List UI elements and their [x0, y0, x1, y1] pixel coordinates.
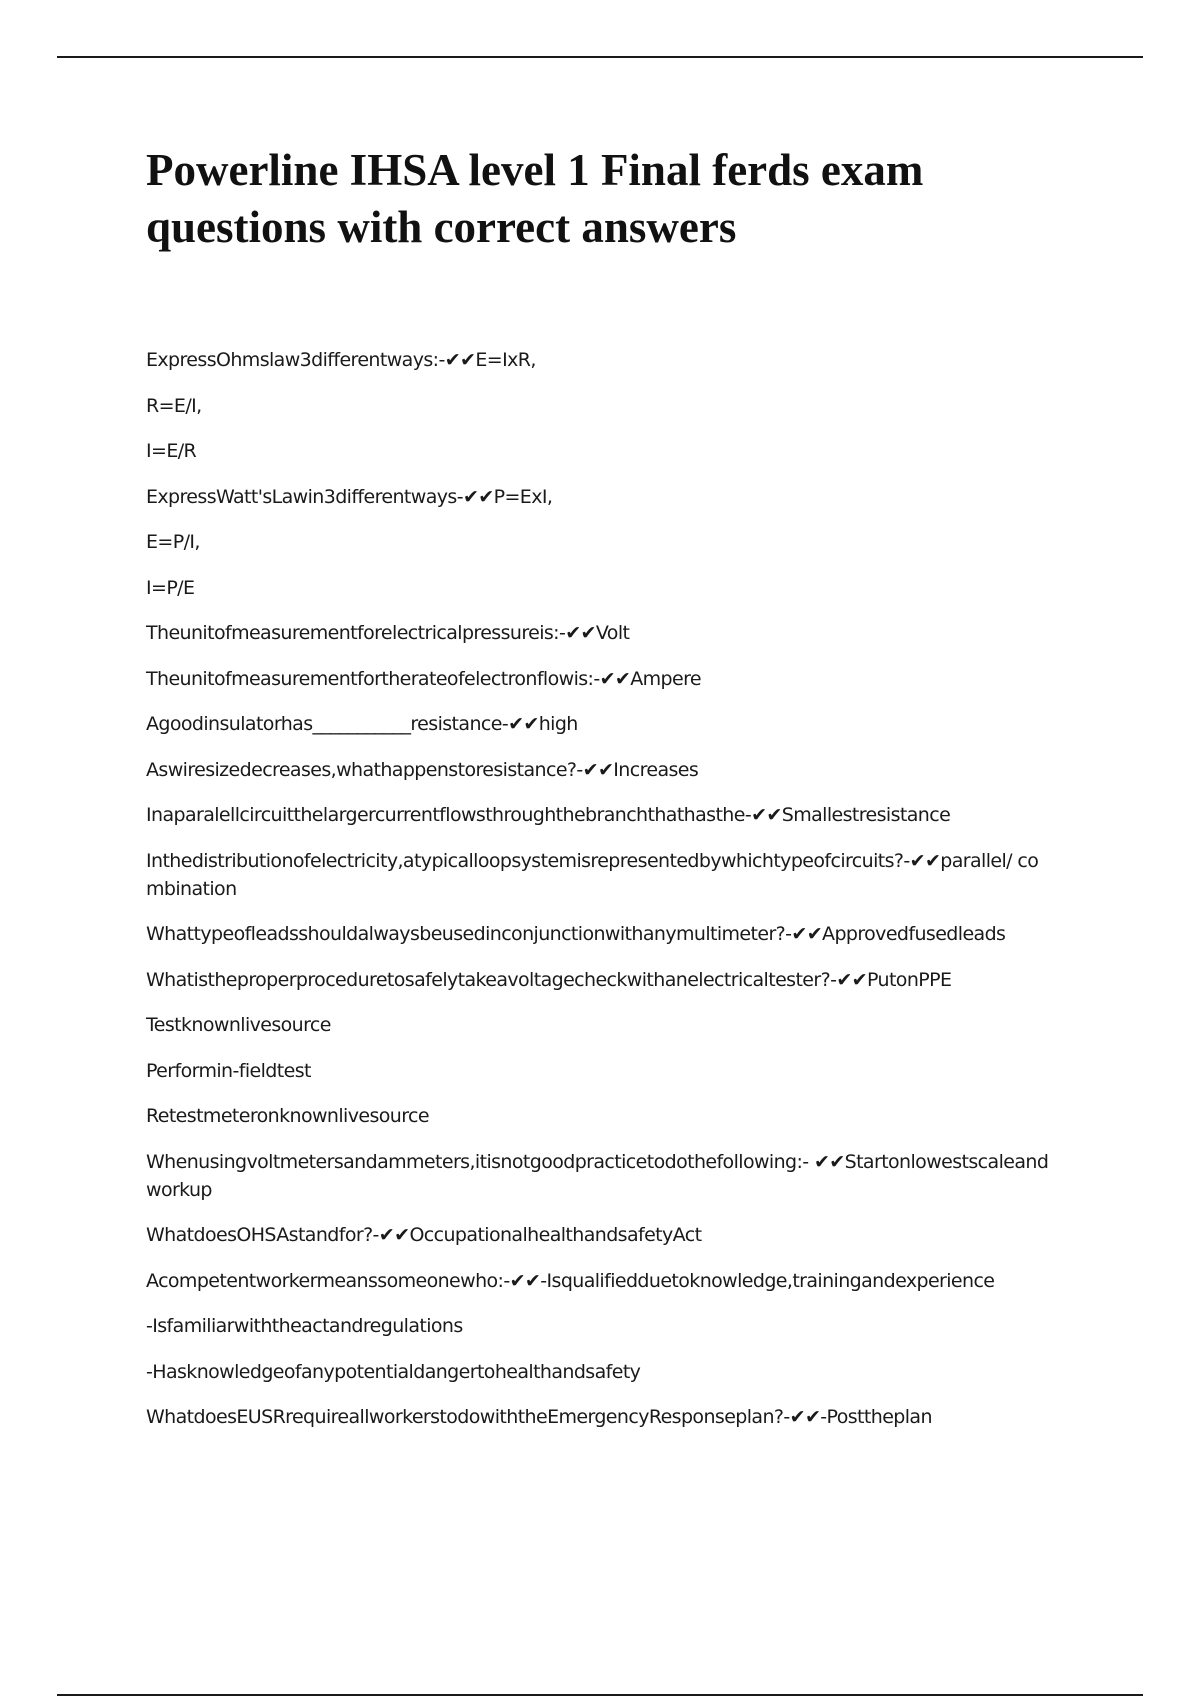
- footer-rule: [57, 1694, 1143, 1696]
- qa-line: -Hasknowledgeofanypotentialdangertohealthandsafety: [146, 1360, 641, 1383]
- header-rule: [57, 56, 1143, 58]
- qa-line: Retestmeteronknownlivesource: [146, 1105, 429, 1127]
- qa-line: ExpressOhmslaw3differentways:-✔✔E=IxR,: [146, 349, 536, 371]
- qa-line: E=P/I,: [146, 531, 200, 553]
- qa-line: Aswiresizedecreases,whathappenstoresistance?-✔✔Increases: [146, 758, 699, 781]
- document-body: [146, 142, 1056, 1449]
- qa-line: ExpressWatt'sLawin3differentways-✔✔P=ExI,: [146, 485, 553, 508]
- qa-list: [146, 346, 1056, 1431]
- qa-line: Theunitofmeasurementfortherateofelectronflowis:-✔✔Ampere: [146, 667, 701, 690]
- qa-line: Testknownlivesource: [146, 1014, 331, 1036]
- qa-line: I=E/R: [146, 440, 197, 462]
- qa-line: Acompetentworkermeanssomeonewho:-✔✔-Isqualifiedduetoknowledge,trainingandexperience: [146, 1269, 995, 1292]
- qa-line: WhatdoesEUSRrequireallworkerstodowiththeEmergencyResponseplan?-✔✔-Posttheplan: [146, 1406, 932, 1428]
- qa-line: Agoodinsulatorhas___________resistance-✔✔high: [146, 713, 578, 735]
- qa-line: WhatdoesOHSAstandfor?-✔✔OccupationalhealthandsafetyAct: [146, 1224, 702, 1246]
- qa-line: Whatistheproperproceduretosafelytakeavoltagecheckwithanelectricaltester?-✔✔PutonPPE: [146, 968, 952, 991]
- qa-line: Theunitofmeasurementforelectricalpressureis:-✔✔Volt: [146, 622, 630, 644]
- qa-line: -Isfamiliarwiththeactandregulations: [146, 1315, 463, 1337]
- qa-line: R=E/I,: [146, 394, 202, 417]
- qa-line: Performin-fieldtest: [146, 1059, 311, 1082]
- qa-line: Whattypeofleadsshouldalwaysbeusedinconjunctionwithanymultimeter?-✔✔Approvedfusedleads: [146, 923, 1006, 945]
- qa-line: Whenusingvoltmetersandammeters,itisnotgoodpracticetodothefollowing:- ✔✔Startonlowestscaleandworkup: [146, 1150, 1049, 1201]
- qa-line: Inthedistributionofelectricity,atypicalloopsystemisrepresentedbywhichtypeofcircuits?-✔✔parallel/ combination: [146, 849, 1039, 900]
- qa-line: I=P/E: [146, 576, 195, 599]
- document-title: Powerline IHSA level 1 Final ferds exam questions with correct answers: [146, 145, 924, 252]
- qa-line: Inaparalellcircuitthelargercurrentflowsthroughthebranchthathasthe-✔✔Smallestresistance: [146, 804, 951, 826]
